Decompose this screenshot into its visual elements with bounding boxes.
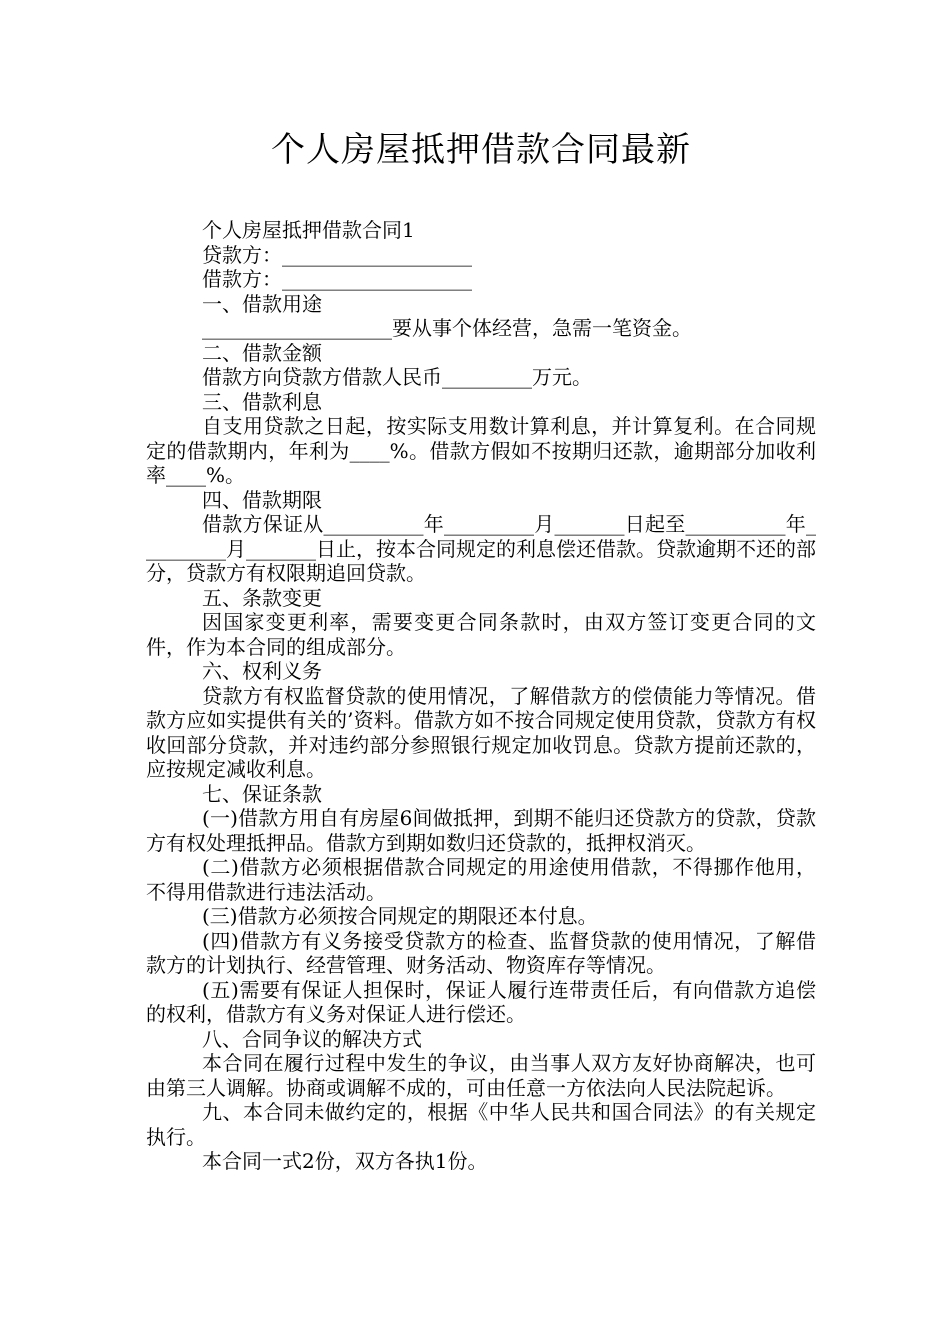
contract-subtitle: 个人房屋抵押借款合同1: [202, 218, 415, 242]
copies-text: 本合同一式2份，双方各执1份。: [202, 1149, 488, 1173]
section-heading-amount: 二、借款金额: [202, 340, 322, 365]
term-text: 借款方保证从__________年_________月_______日起至__________年_________月_______日止，按本合同规定的利息偿还借款。贷款逾期不还的部分，贷款方有权限期追回贷款。: [146, 512, 816, 585]
changes-text: 因国家变更利率，需要变更合同条款时，由双方签订变更合同的文件，作为本合同的组成部分。: [146, 610, 816, 659]
document-title: 个人房屋抵押借款合同最新: [271, 130, 691, 170]
disputes-text: 本合同在履行过程中发生的争议，由当事人双方友好协商解决，也可由第三人调解。协商或调解不成的，可由任意一方依法向人民法院起诉。: [146, 1051, 816, 1100]
section-heading-rights: 六、权利义务: [202, 659, 322, 683]
guarantee-item-5: (五)需要有保证人担保时，保证人履行连带责任后，有向借款方追偿的权利，借款方有义务对保证人进行偿还。: [146, 977, 816, 1026]
section-heading-interest: 三、借款利息: [202, 389, 322, 414]
interest-text: 自支用贷款之日起，按实际支用数计算利息，并计算复利。在合同规定的借款期内，年利为____%。借款方假如不按期归还款，逾期部分加收利率____%。: [146, 414, 816, 487]
borrower-line: 借款方：___________________: [202, 267, 472, 291]
rights-text: 贷款方有权监督贷款的使用情况，了解借款方的偿债能力等情况。借款方应如实提供有关的’资料。借款方如不按合同规定使用贷款，贷款方有权收回部分贷款，并对违约部分参照银行规定加收罚息。贷款方提前还款的，应按规定减收利息。: [146, 683, 816, 781]
document-body: [146, 218, 816, 1174]
guarantee-item-3: (三)借款方必须按合同规定的期限还本付息。: [202, 904, 598, 928]
document-page: [146, 128, 816, 1174]
guarantee-item-1: (一)借款方用自有房屋6间做抵押，到期不能归还贷款方的贷款，贷款方有权处理抵押品。借款方到期如数归还贷款的，抵押权消灭。: [146, 806, 816, 855]
amount-text: 借款方向贷款方借款人民币_________万元。: [202, 365, 592, 389]
section-heading-disputes: 八、合同争议的解决方式: [202, 1026, 422, 1051]
section-heading-term: 四、借款期限: [202, 487, 322, 512]
section-heading-changes: 五、条款变更: [202, 585, 322, 610]
section-other-provisions: 九、本合同未做约定的，根据《中华人民共和国合同法》的有关规定执行。: [146, 1100, 816, 1149]
guarantee-item-4: (四)借款方有义务接受贷款方的检查、监督贷款的使用情况，了解借款方的计划执行、经营管理、财务活动、物资库存等情况。: [146, 928, 816, 977]
lender-line: 贷款方：___________________: [202, 242, 472, 267]
section-heading-guarantee: 七、保证条款: [202, 781, 322, 806]
guarantee-item-2: (二)借款方必须根据借款合同规定的用途使用借款，不得挪作他用，不得用借款进行违法活动。: [146, 855, 816, 904]
section-heading-purpose: 一、借款用途: [202, 291, 322, 316]
purpose-text: ___________________要从事个体经营，急需一笔资金。: [202, 316, 692, 340]
